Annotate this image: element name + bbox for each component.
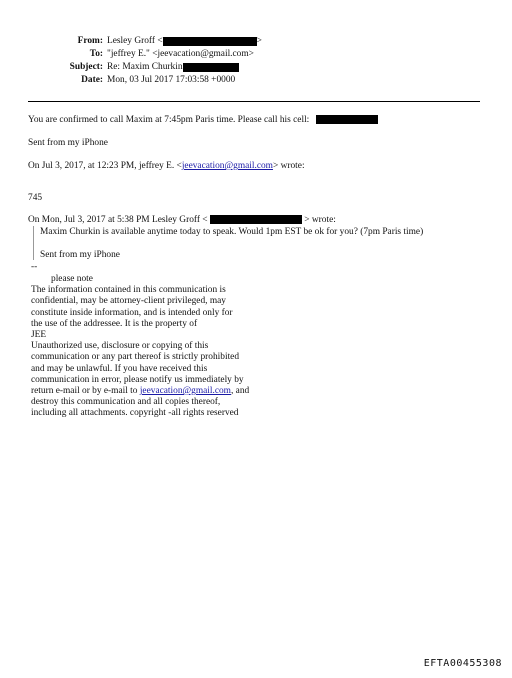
wrote-prefix: On Jul 3, 2017, at 12:23 PM, jeffrey E. < [28, 161, 182, 171]
disclaimer-line: confidential, may be attorney-client privileged, may [31, 296, 226, 307]
disclaimer-line: destroy this communication and all copies thereof, [31, 397, 221, 408]
wrote-suffix: > wrote: [272, 161, 305, 171]
signature-separator: -- [31, 262, 38, 272]
number-line: 745 [28, 193, 43, 203]
quoted-message: Maxim Churkin is available anytime today to speak. Would 1pm EST be ok for you? (7pm Paris time) [40, 227, 424, 237]
redaction-box [163, 37, 257, 46]
redaction-box [183, 63, 239, 72]
disclaimer-line: Unauthorized use, disclosure or copying of this [31, 341, 209, 352]
confirm-line [28, 115, 378, 126]
disclaimer-line: constitute inside information, and is intended only for [31, 307, 233, 318]
disclaimer-line: including all attachments. copyright -all rights reserved [31, 408, 239, 419]
subject-value: Re: Maxim Churkin [107, 61, 183, 72]
disclaimer-text: , and [230, 386, 250, 397]
disclaimer-line [31, 386, 249, 397]
disclaimer-text: return e-mail or by e-mail to [31, 386, 140, 397]
from-label: From: [77, 35, 103, 46]
confirm-text: You are confirmed to call Maxim at 7:45pm Paris time. Please call his cell: [28, 115, 310, 125]
disclaimer-line: communication in error, please notify us immediately by [31, 374, 244, 385]
bates-stamp: EFTA00455308 [423, 657, 502, 669]
email-link[interactable]: jeevacation@gmail.com [181, 161, 273, 171]
subject-row [28, 61, 262, 74]
date-value: Mon, 03 Jul 2017 17:03:58 +0000 [107, 74, 236, 85]
header-divider [28, 101, 480, 102]
disclaimer-line: communication or any part thereof is strictly prohibited [31, 352, 240, 363]
disclaimer-line: The information contained in this communication is [31, 285, 226, 296]
disclaimer-line: please note [51, 274, 93, 284]
to-value: "jeffrey E." <jeevacation@gmail.com> [107, 48, 254, 59]
sent-from-2: Sent from my iPhone [40, 250, 120, 260]
quoted-header [28, 215, 336, 226]
email-link[interactable]: jeevacation@gmail.com [139, 386, 231, 397]
from-value: Lesley Groff < [107, 35, 163, 46]
date-label: Date: [81, 74, 103, 85]
sent-from-1: Sent from my iPhone [28, 138, 108, 148]
from-suffix: > [256, 35, 262, 46]
from-row [28, 35, 262, 48]
to-label: To: [89, 48, 103, 59]
redaction-box [316, 115, 378, 124]
disclaimer-block [31, 274, 249, 420]
date-row [28, 74, 262, 87]
wrote-line [28, 161, 305, 172]
quoted-prefix: On Mon, Jul 3, 2017 at 5:38 PM Lesley Groff < [28, 215, 208, 225]
email-header [28, 35, 262, 87]
quote-bar [33, 226, 34, 260]
to-row [28, 48, 262, 61]
disclaimer-line: the use of the addressee. It is the property of [31, 318, 198, 329]
disclaimer-line: and may be unlawful. If you have received this [31, 363, 208, 374]
disclaimer-line: JEE [31, 330, 47, 341]
redaction-box [210, 215, 302, 224]
quoted-suffix: > wrote: [304, 215, 336, 225]
subject-label: Subject: [69, 61, 103, 72]
